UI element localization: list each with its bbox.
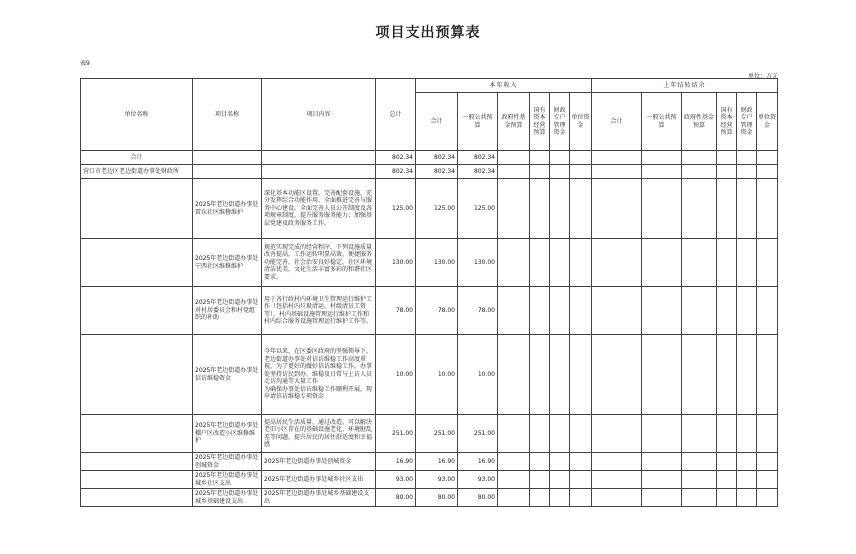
table-row bbox=[81, 415, 778, 453]
project-content-cell: 深化基本功能区设置，完善配套设施，充分发挥综合功能作用，全面推进完善与服务中心建设，全面完善人员公开制度及各项规章制度，提升服务服务能力；加强基层党建及政务服务工作。 bbox=[262, 179, 376, 239]
empty-cell bbox=[530, 179, 550, 239]
empty-cell bbox=[530, 239, 550, 287]
dept-row bbox=[81, 165, 778, 179]
empty-cell bbox=[498, 489, 530, 507]
summary-general: 802.34 bbox=[458, 151, 498, 165]
general-budget-cell: 93.00 bbox=[458, 471, 498, 489]
empty-cell bbox=[757, 489, 778, 507]
empty-cell bbox=[642, 335, 682, 415]
unit-cell bbox=[81, 453, 193, 471]
empty-cell bbox=[642, 179, 682, 239]
total-cell: 251.00 bbox=[376, 415, 416, 453]
empty-cell bbox=[530, 335, 550, 415]
empty-cell bbox=[570, 415, 592, 453]
general-budget-cell: 130.00 bbox=[458, 239, 498, 287]
empty-cell bbox=[757, 415, 778, 453]
unit-cell bbox=[81, 415, 193, 453]
unit-cell bbox=[81, 471, 193, 489]
table-row bbox=[81, 179, 778, 239]
empty-cell bbox=[498, 287, 530, 335]
empty-cell bbox=[757, 335, 778, 415]
empty-cell bbox=[592, 335, 642, 415]
empty-cell bbox=[682, 287, 717, 335]
header-state-capital: 国有资本经营预算 bbox=[530, 93, 550, 151]
subtotal-cell: 251.00 bbox=[416, 415, 458, 453]
project-content-cell: 规范实现完成的经营程序，下列设施质量改善提高，工作运转明显高效，便捷服务功能完善，社会治安良好稳定，社区环境清洁优美，文化生活丰富多彩的和谐社区要求。 bbox=[262, 239, 376, 287]
total-cell: 78.00 bbox=[376, 287, 416, 335]
empty-cell bbox=[737, 287, 757, 335]
empty-cell bbox=[592, 489, 642, 507]
empty-cell bbox=[717, 415, 737, 453]
unit-cell bbox=[81, 239, 193, 287]
empty-cell bbox=[498, 239, 530, 287]
empty-cell bbox=[550, 471, 570, 489]
table-row bbox=[81, 335, 778, 415]
empty-cell bbox=[592, 471, 642, 489]
empty-cell bbox=[570, 453, 592, 471]
table-row bbox=[81, 239, 778, 287]
header-subtotal: 合计 bbox=[416, 93, 458, 151]
empty-cell bbox=[550, 179, 570, 239]
empty-cell bbox=[757, 239, 778, 287]
empty-cell bbox=[530, 287, 550, 335]
project-content-cell: 2025年老边街道办事处城乡社区支出 bbox=[262, 471, 376, 489]
header-total: 总计 bbox=[376, 79, 416, 151]
header-fiscal-special: 财政专户管理资金 bbox=[550, 93, 570, 151]
empty-cell bbox=[737, 239, 757, 287]
header-general-budget: 一般公共预算 bbox=[458, 93, 498, 151]
header-current-income: 本年收入 bbox=[416, 79, 592, 93]
general-budget-cell: 16.90 bbox=[458, 453, 498, 471]
unit-cell bbox=[81, 287, 193, 335]
empty-cell bbox=[592, 453, 642, 471]
empty-cell bbox=[642, 453, 682, 471]
total-cell: 10.00 bbox=[376, 335, 416, 415]
general-budget-cell: 80.00 bbox=[458, 489, 498, 507]
empty-cell bbox=[717, 287, 737, 335]
empty-cell bbox=[498, 453, 530, 471]
empty-cell bbox=[642, 287, 682, 335]
empty-cell bbox=[642, 239, 682, 287]
empty-cell bbox=[592, 239, 642, 287]
empty-cell bbox=[592, 287, 642, 335]
unit-cell bbox=[81, 489, 193, 507]
project-name-cell: 2025年老边街道办事处对村居委员会和村党组织的补助 bbox=[193, 287, 262, 335]
empty-cell bbox=[757, 471, 778, 489]
table-row bbox=[81, 287, 778, 335]
project-content-cell: 2025年老边街道办事处城乡基础建设支出 bbox=[262, 489, 376, 507]
empty-cell bbox=[737, 471, 757, 489]
subtotal-cell: 78.00 bbox=[416, 287, 458, 335]
empty-cell bbox=[498, 415, 530, 453]
empty-cell bbox=[682, 335, 717, 415]
header-gov-fund: 政府性基金预算 bbox=[498, 93, 530, 151]
empty-cell bbox=[682, 471, 717, 489]
empty-cell bbox=[550, 489, 570, 507]
page-title: 项目支出预算表 bbox=[375, 25, 481, 41]
subtotal-cell: 10.00 bbox=[416, 335, 458, 415]
total-cell: 80.00 bbox=[376, 489, 416, 507]
project-content-cell: 用于各行政村内环境卫生管理运行维护工作（包括村内垃圾清运、村级清员工资等），村内基础设施管理运行维护工作和村内综合服务设施管理运行维护工作等。 bbox=[262, 287, 376, 335]
empty-cell bbox=[682, 453, 717, 471]
total-cell: 130.00 bbox=[376, 239, 416, 287]
empty-cell bbox=[717, 471, 737, 489]
summary-label: 合计 bbox=[81, 151, 193, 165]
empty-cell bbox=[550, 287, 570, 335]
project-name-cell: 2025年老边街道办事处城乡社区支出 bbox=[193, 471, 262, 489]
project-name-cell: 2025年老边街道办事处创城资金 bbox=[193, 453, 262, 471]
total-cell: 93.00 bbox=[376, 471, 416, 489]
empty-cell bbox=[570, 239, 592, 287]
subtotal-cell: 130.00 bbox=[416, 239, 458, 287]
project-name-cell: 2025年老边街道办事处宁西社区维修维护 bbox=[193, 239, 262, 287]
empty-cell bbox=[498, 179, 530, 239]
project-name-cell: 2025年老边街道办事处信访维稳资金 bbox=[193, 335, 262, 415]
empty-cell bbox=[592, 179, 642, 239]
empty-cell bbox=[682, 239, 717, 287]
empty-cell bbox=[737, 335, 757, 415]
empty-cell bbox=[682, 179, 717, 239]
project-name-cell: 2025年老边街道办事处城乡基础建设支出 bbox=[193, 489, 262, 507]
empty-cell bbox=[530, 489, 550, 507]
project-name-cell: 2025年老边街道办事处棚户区改造小区维修维护 bbox=[193, 415, 262, 453]
table-row bbox=[81, 489, 778, 507]
empty-cell bbox=[592, 415, 642, 453]
empty-cell bbox=[757, 287, 778, 335]
total-cell: 16.90 bbox=[376, 453, 416, 471]
header-unit-funds: 单位资金 bbox=[570, 93, 592, 151]
empty-cell bbox=[642, 415, 682, 453]
empty-cell bbox=[570, 471, 592, 489]
empty-cell bbox=[737, 179, 757, 239]
header-fiscal-special: 财政专户管理资金 bbox=[737, 93, 757, 151]
empty-cell bbox=[757, 179, 778, 239]
empty-cell bbox=[570, 335, 592, 415]
empty-cell bbox=[642, 471, 682, 489]
header-project-name: 项目名称 bbox=[193, 79, 262, 151]
unit-cell bbox=[81, 335, 193, 415]
project-name-cell: 2025年老边街道办事处雷东社区维修维护 bbox=[193, 179, 262, 239]
empty-cell bbox=[530, 471, 550, 489]
empty-cell bbox=[550, 453, 570, 471]
project-content-cell: 提高居民生活质量，通过改造，可以解决老旧小区存在的基础设施老化、环境脏乱差等问题，提升居民的居住舒适度和幸福感 bbox=[262, 415, 376, 453]
empty-cell bbox=[717, 239, 737, 287]
general-budget-cell: 251.00 bbox=[458, 415, 498, 453]
header-project-content: 项目内容 bbox=[262, 79, 376, 151]
empty-cell bbox=[717, 453, 737, 471]
header-subtotal: 合计 bbox=[592, 93, 642, 151]
summary-subtotal: 802.34 bbox=[416, 151, 458, 165]
empty-cell bbox=[737, 453, 757, 471]
dept-subtotal: 802.34 bbox=[416, 165, 458, 179]
empty-cell bbox=[682, 489, 717, 507]
subtotal-cell: 80.00 bbox=[416, 489, 458, 507]
empty-cell bbox=[498, 335, 530, 415]
project-content-cell: 2025年老边街道办事处创城资金 bbox=[262, 453, 376, 471]
unit-cell bbox=[81, 179, 193, 239]
table-row bbox=[81, 453, 778, 471]
table-code: 表9 bbox=[80, 60, 90, 67]
header-prev-balance: 上年结转结余 bbox=[592, 79, 778, 93]
empty-cell bbox=[570, 179, 592, 239]
header-general-budget: 一般公共预算 bbox=[642, 93, 682, 151]
empty-cell bbox=[550, 239, 570, 287]
subtotal-cell: 16.90 bbox=[416, 453, 458, 471]
summary-row bbox=[81, 151, 778, 165]
empty-cell bbox=[682, 415, 717, 453]
general-budget-cell: 10.00 bbox=[458, 335, 498, 415]
general-budget-cell: 125.00 bbox=[458, 179, 498, 239]
header-unit-funds: 单位资金 bbox=[757, 93, 778, 151]
empty-cell bbox=[642, 489, 682, 507]
summary-total: 802.34 bbox=[376, 151, 416, 165]
budget-table bbox=[80, 78, 778, 507]
empty-cell bbox=[757, 453, 778, 471]
empty-cell bbox=[737, 415, 757, 453]
dept-total: 802.34 bbox=[376, 165, 416, 179]
project-content-cell: 今年以来，在区委区政府的坚强领导下，老边街道办事处对信访维稳工作高度重视，为了更好的做好信访维稳工作，办事处坚持访民到办、维稳及日常与上访人员走访沟通等大量工作 为确保办事处信访维稳工作顺利开展，现申请信访维稳专项资金 bbox=[262, 335, 376, 415]
dept-label: 营口市老边区老边街道办事处财政所 bbox=[81, 165, 193, 179]
dept-general: 802.34 bbox=[458, 165, 498, 179]
total-cell: 125.00 bbox=[376, 179, 416, 239]
header-unit-name: 单位名称 bbox=[81, 79, 193, 151]
empty-cell bbox=[498, 471, 530, 489]
empty-cell bbox=[737, 489, 757, 507]
empty-cell bbox=[530, 415, 550, 453]
empty-cell bbox=[570, 287, 592, 335]
empty-cell bbox=[717, 335, 737, 415]
empty-cell bbox=[717, 489, 737, 507]
header-gov-fund: 政府性基金预算 bbox=[682, 93, 717, 151]
empty-cell bbox=[570, 489, 592, 507]
subtotal-cell: 125.00 bbox=[416, 179, 458, 239]
empty-cell bbox=[550, 415, 570, 453]
general-budget-cell: 78.00 bbox=[458, 287, 498, 335]
unit-label: 单位：万元 bbox=[747, 73, 778, 80]
empty-cell bbox=[717, 179, 737, 239]
subtotal-cell: 93.00 bbox=[416, 471, 458, 489]
table-row bbox=[81, 471, 778, 489]
empty-cell bbox=[550, 335, 570, 415]
header-state-capital: 国有资本经营预算 bbox=[717, 93, 737, 151]
empty-cell bbox=[530, 453, 550, 471]
